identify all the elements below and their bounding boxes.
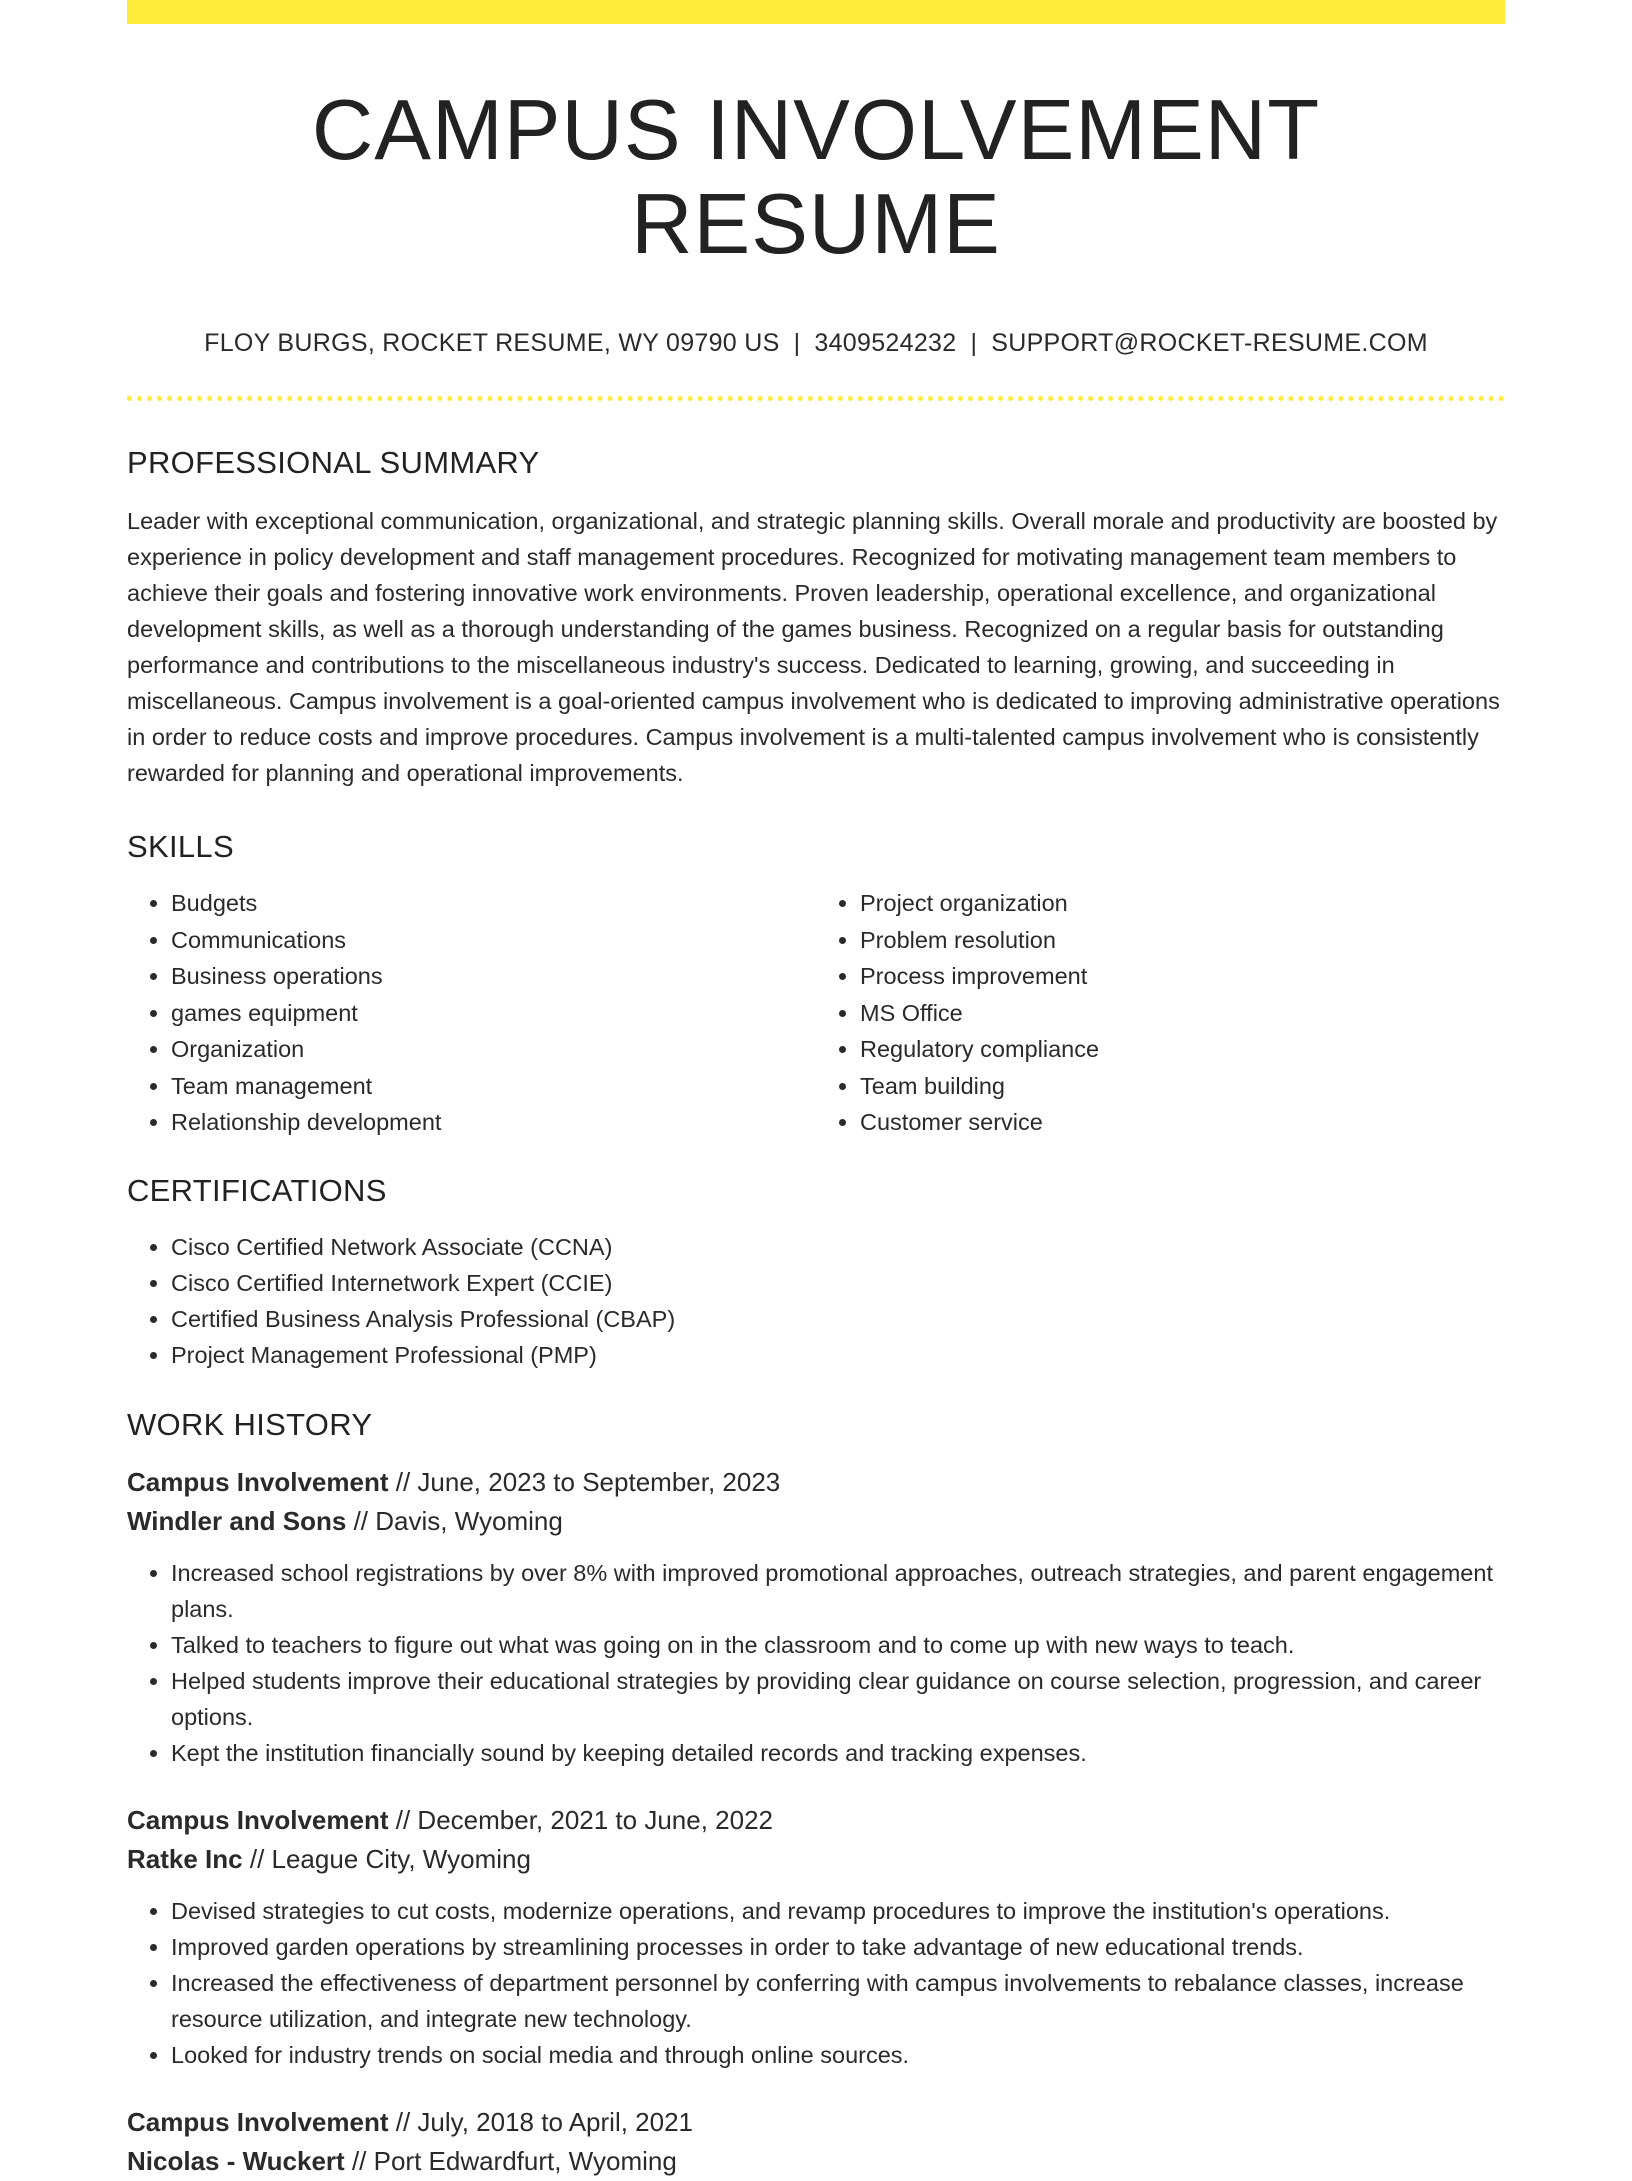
work-history-heading: WORK HISTORY [127,1406,373,1442]
summary-text: Leader with exceptional communication, organizational, and strategic planning skills. Overall morale and productivity are boosted by experience in policy development and staff management procedures. Recognized for motivating management team members to achieve their goals and fostering innovative work environments. Proven leadership, operational excellence, and organizational development skills, as well as a thorough understanding of the games business. Recognized on a regular basis for outstanding performance and contributions to the miscellaneous industry's success. Dedicated to learning, growing, and succeeding in miscellaneous. Campus involvement is a goal-oriented campus involvement who is dedicated to improving administrative operations in order to reduce costs and improve procedures. Campus involvement is a multi-talented campus involvement who is consistently rewarded for planning and operational improvements. [127,508,1500,786]
skill-item: • games equipment [171,995,816,1032]
job-entry [127,2103,1505,2181]
contact-email[interactable]: SUPPORT@ROCKET-RESUME.COM [991,329,1428,357]
certification-item: • Cisco Certified Internetwork Expert (CCIE) [171,1265,1505,1301]
skills-right-list [816,885,1505,1141]
skill-item: • Process improvement [860,958,1505,995]
accent-bar [127,0,1505,24]
skills-section [127,829,1505,1141]
certifications-list [127,1229,1505,1373]
job-bullet: • Increased school registrations by over 8% with improved promotional approaches, outreach strategies, and parent engagement plans. [171,1555,1505,1627]
job-title: Campus Involvement [127,1804,389,1835]
job-bullet: • Looked for industry trends on social media and through online sources. [171,2037,1505,2073]
job-entry [127,1801,1505,2073]
job-title-line [127,2103,1505,2142]
skill-item: • Business operations [171,958,816,995]
job-company: Windler and Sons [127,1505,347,1536]
job-bullet: • Talked to teachers to figure out what was going on in the classroom and to come up with new ways to teach. [171,1627,1505,1663]
contact-separator: | [970,329,978,357]
summary-section [127,445,1505,791]
certifications-section [127,1173,1505,1373]
job-dates: // June, 2023 to September, 2023 [395,1466,781,1497]
certification-item: • Project Management Professional (PMP) [171,1337,1505,1373]
job-company-line [127,1840,1505,1879]
work-history-section [127,1407,1505,2181]
job-bullet: • Helped students improve their educational strategies by providing clear guidance on course selection, progression, and career options. [171,1663,1505,1735]
skill-item: • MS Office [860,995,1505,1032]
job-company-line [127,1502,1505,1541]
contact-phone: 3409524232 [814,329,957,357]
job-bullet: • Improved garden operations by streamlining processes in order to take advantage of new educational trends. [171,1929,1505,1965]
job-title: Campus Involvement [127,1466,389,1497]
job-company: Nicolas - Wuckert [127,2145,345,2176]
skill-item: • Customer service [860,1104,1505,1141]
skill-item: • Team management [171,1068,816,1105]
job-company: Ratke Inc [127,1843,243,1874]
skill-item: • Regulatory compliance [860,1031,1505,1068]
dotted-divider [127,396,1505,401]
certification-item: • Cisco Certified Network Associate (CCNA) [171,1229,1505,1265]
skill-item: • Project organization [860,885,1505,922]
page-title: CAMPUS INVOLVEMENT RESUME [311,83,1321,272]
skills-left-list [127,885,816,1141]
resume-page [127,0,1505,2181]
job-bullet: • Increased the effectiveness of department personnel by conferring with campus involvements to rebalance classes, increase resource utilization, and integrate new technology. [171,1965,1505,2037]
job-dates: // July, 2018 to April, 2021 [395,2106,694,2137]
skill-item: • Organization [171,1031,816,1068]
job-title-line [127,1801,1505,1840]
skill-item: • Budgets [171,885,816,922]
job-bullet: • Kept the institution financially sound by keeping detailed records and tracking expenses. [171,1735,1505,1771]
job-company-line [127,2142,1505,2181]
certifications-heading: CERTIFICATIONS [127,1172,387,1208]
certification-item: • Certified Business Analysis Professional (CBAP) [171,1301,1505,1337]
contact-separator: | [793,329,801,357]
job-dates: // December, 2021 to June, 2022 [395,1804,774,1835]
job-bullets [127,1893,1505,2073]
summary-heading: PROFESSIONAL SUMMARY [127,445,540,480]
job-bullet: • Devised strategies to cut costs, modernize operations, and revamp procedures to improve the institution's operations. [171,1893,1505,1929]
skill-item: • Team building [860,1068,1505,1105]
contact-line [127,329,1505,358]
job-location: // Davis, Wyoming [353,1505,563,1536]
job-title-line [127,1463,1505,1502]
job-entry [127,1463,1505,1771]
job-title: Campus Involvement [127,2106,389,2137]
job-bullets [127,1555,1505,1771]
skill-item: • Problem resolution [860,922,1505,959]
skill-item: • Relationship development [171,1104,816,1141]
contact-address: FLOY BURGS, ROCKET RESUME, WY 09790 US [204,329,780,357]
skills-columns [127,885,1505,1141]
skill-item: • Communications [171,922,816,959]
job-location: // League City, Wyoming [249,1843,531,1874]
job-location: // Port Edwardfurt, Wyoming [351,2145,677,2176]
skills-heading: SKILLS [127,829,234,864]
